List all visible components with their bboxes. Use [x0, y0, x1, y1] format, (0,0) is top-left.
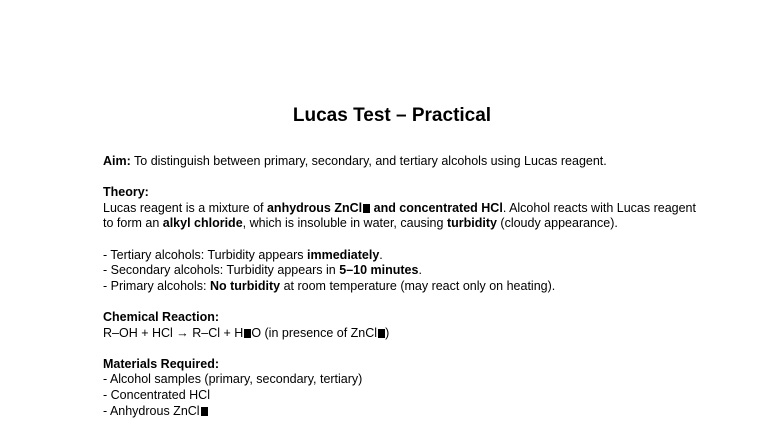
theory-heading: Theory:: [103, 185, 149, 200]
reaction-equation: R–OH + HCl → R–Cl + H O (in presence of ZnCl ): [103, 325, 390, 340]
missing-glyph-box: [378, 329, 385, 338]
materials-item: - Concentrated HCl: [103, 387, 210, 402]
materials-item: - Anhydrous ZnCl: [103, 404, 703, 420]
observation-tertiary: - Tertiary alcohols: Turbidity appears immediately.: [103, 247, 383, 262]
reaction-heading: Chemical Reaction:: [103, 309, 220, 324]
aim-label: Aim:: [103, 154, 131, 168]
document-title: Lucas Test – Practical: [292, 105, 492, 126]
aim-text: To distinguish between primary, secondary, and tertiary alcohols using Lucas reagent.: [130, 154, 607, 168]
materials-heading: Materials Required:: [103, 356, 220, 371]
observation-secondary: - Secondary alcohols: Turbidity appears in 5–10 minutes.: [103, 263, 422, 278]
missing-glyph-box: [201, 407, 208, 416]
materials-item: - Alcohol samples (primary, secondary, tertiary): [103, 372, 363, 387]
theory-paragraph: Lucas reagent is a mixture of anhydrous ZnCl and concentrated HCl. Alcohol reacts with Lucas reagent to form an alkyl chloride, which is insoluble in water, causing turbidity (cloudy appearance).: [103, 200, 696, 231]
document-body: [103, 154, 703, 419]
observation-primary: - Primary alcohols: No turbidity at room temperature (may react only on heating).: [103, 278, 556, 293]
aim-paragraph: [103, 154, 703, 170]
